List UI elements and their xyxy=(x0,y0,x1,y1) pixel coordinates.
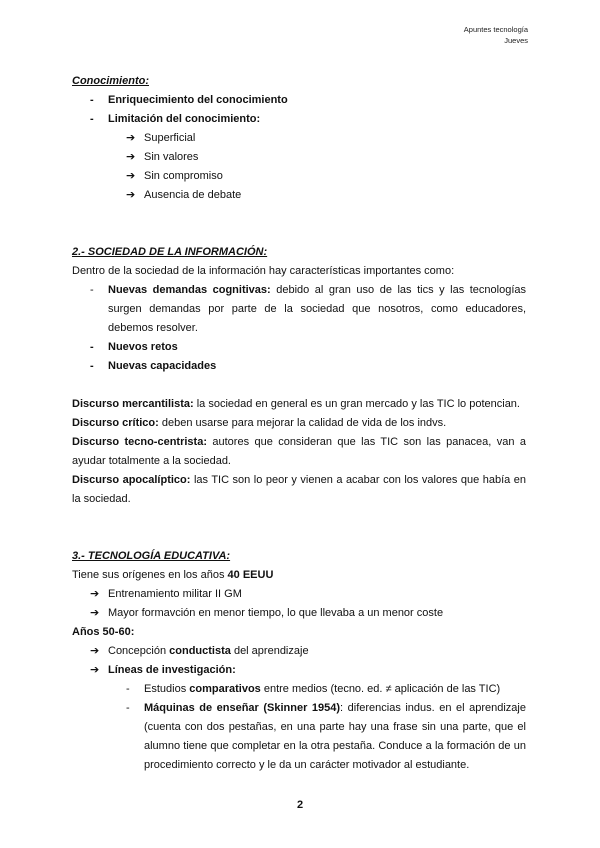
sub-list-item: ➔ Mayor formavción en menor tiempo, lo que llevaba a un menor coste xyxy=(72,604,526,623)
arrow-right-icon: ➔ xyxy=(126,132,136,144)
header-title: Apuntes tecnología xyxy=(463,25,528,34)
header-subtitle: Jueves xyxy=(504,36,528,45)
sub-list-item: ➔ Entrenamiento militar II GM xyxy=(72,585,526,604)
list-item: - Nuevos retos xyxy=(72,338,526,357)
anos-title: Años 50-60: xyxy=(72,626,135,638)
document-body xyxy=(72,72,526,775)
origin-line: Tiene sus orígenes en los años 40 EEUU xyxy=(72,569,274,581)
arrow-right-icon: ➔ xyxy=(126,151,136,163)
discurso-paragraph: Discurso mercantilista: la sociedad en general es un gran mercado y las TIC lo potencian. xyxy=(72,398,520,410)
section-title-tecnologia: 3.- TECNOLOGÍA EDUCATIVA: xyxy=(72,550,231,562)
list-item: - Enriquecimiento del conocimiento xyxy=(72,91,526,110)
sub-list-item: ➔ Sin compromiso xyxy=(72,167,526,186)
discurso-paragraph: Discurso crítico: deben usarse para mejorar la calidad de vida de los indvs. xyxy=(72,417,447,429)
list-item: - Nuevas demandas cognitivas: debido al gran uso de las tics y las tecnologías surgen demandas por parte de la sociedad que nosotros, como educadores, debemos resolver. xyxy=(72,281,526,338)
sub-list-item: ➔ Líneas de investigación: xyxy=(72,661,526,680)
arrow-right-icon: ➔ xyxy=(126,189,136,201)
sub-list-item: ➔ Superficial xyxy=(72,129,526,148)
section-intro: Dentro de la sociedad de la información hay características importantes como: xyxy=(72,265,455,277)
arrow-right-icon: ➔ xyxy=(90,588,100,600)
list-item: - Nuevas capacidades xyxy=(72,357,526,376)
list-item: - Máquinas de enseñar (Skinner 1954): diferencias indus. en el aprendizaje (cuenta con dos pestañas, en una parte hay una frase sin una parte, que el alumno tiene que completar en la otra pestaña. Conduce a la formación de un procedimiento correcto y le da un carácter motivador al estudiante. xyxy=(72,699,526,775)
section-title-sociedad: 2.- SOCIEDAD DE LA INFORMACIÓN: xyxy=(72,246,268,258)
arrow-right-icon: ➔ xyxy=(90,664,100,676)
section-title-conocimiento: Conocimiento: xyxy=(72,75,149,87)
sub-list-item: ➔ Sin valores xyxy=(72,148,526,167)
discurso-paragraph: Discurso tecno-centrista: autores que consideran que las TIC son las panacea, van a ayudar totalmente a la sociedad. xyxy=(72,436,526,467)
sub-list-item: ➔ Ausencia de debate xyxy=(72,186,526,205)
discurso-paragraph: Discurso apocalíptico: las TIC son lo peor y vienen a acabar con los valores que había en la sociedad. xyxy=(72,474,526,505)
arrow-right-icon: ➔ xyxy=(90,645,100,657)
list-item: - Limitación del conocimiento: xyxy=(72,110,526,129)
page-header xyxy=(464,24,528,46)
arrow-right-icon: ➔ xyxy=(126,170,136,182)
sub-list-item: ➔ Concepción conductista del aprendizaje xyxy=(72,642,526,661)
arrow-right-icon: ➔ xyxy=(90,607,100,619)
list-item: - Estudios comparativos entre medios (tecno. ed. ≠ aplicación de las TIC) xyxy=(72,680,526,699)
page-number: 2 xyxy=(296,799,304,811)
